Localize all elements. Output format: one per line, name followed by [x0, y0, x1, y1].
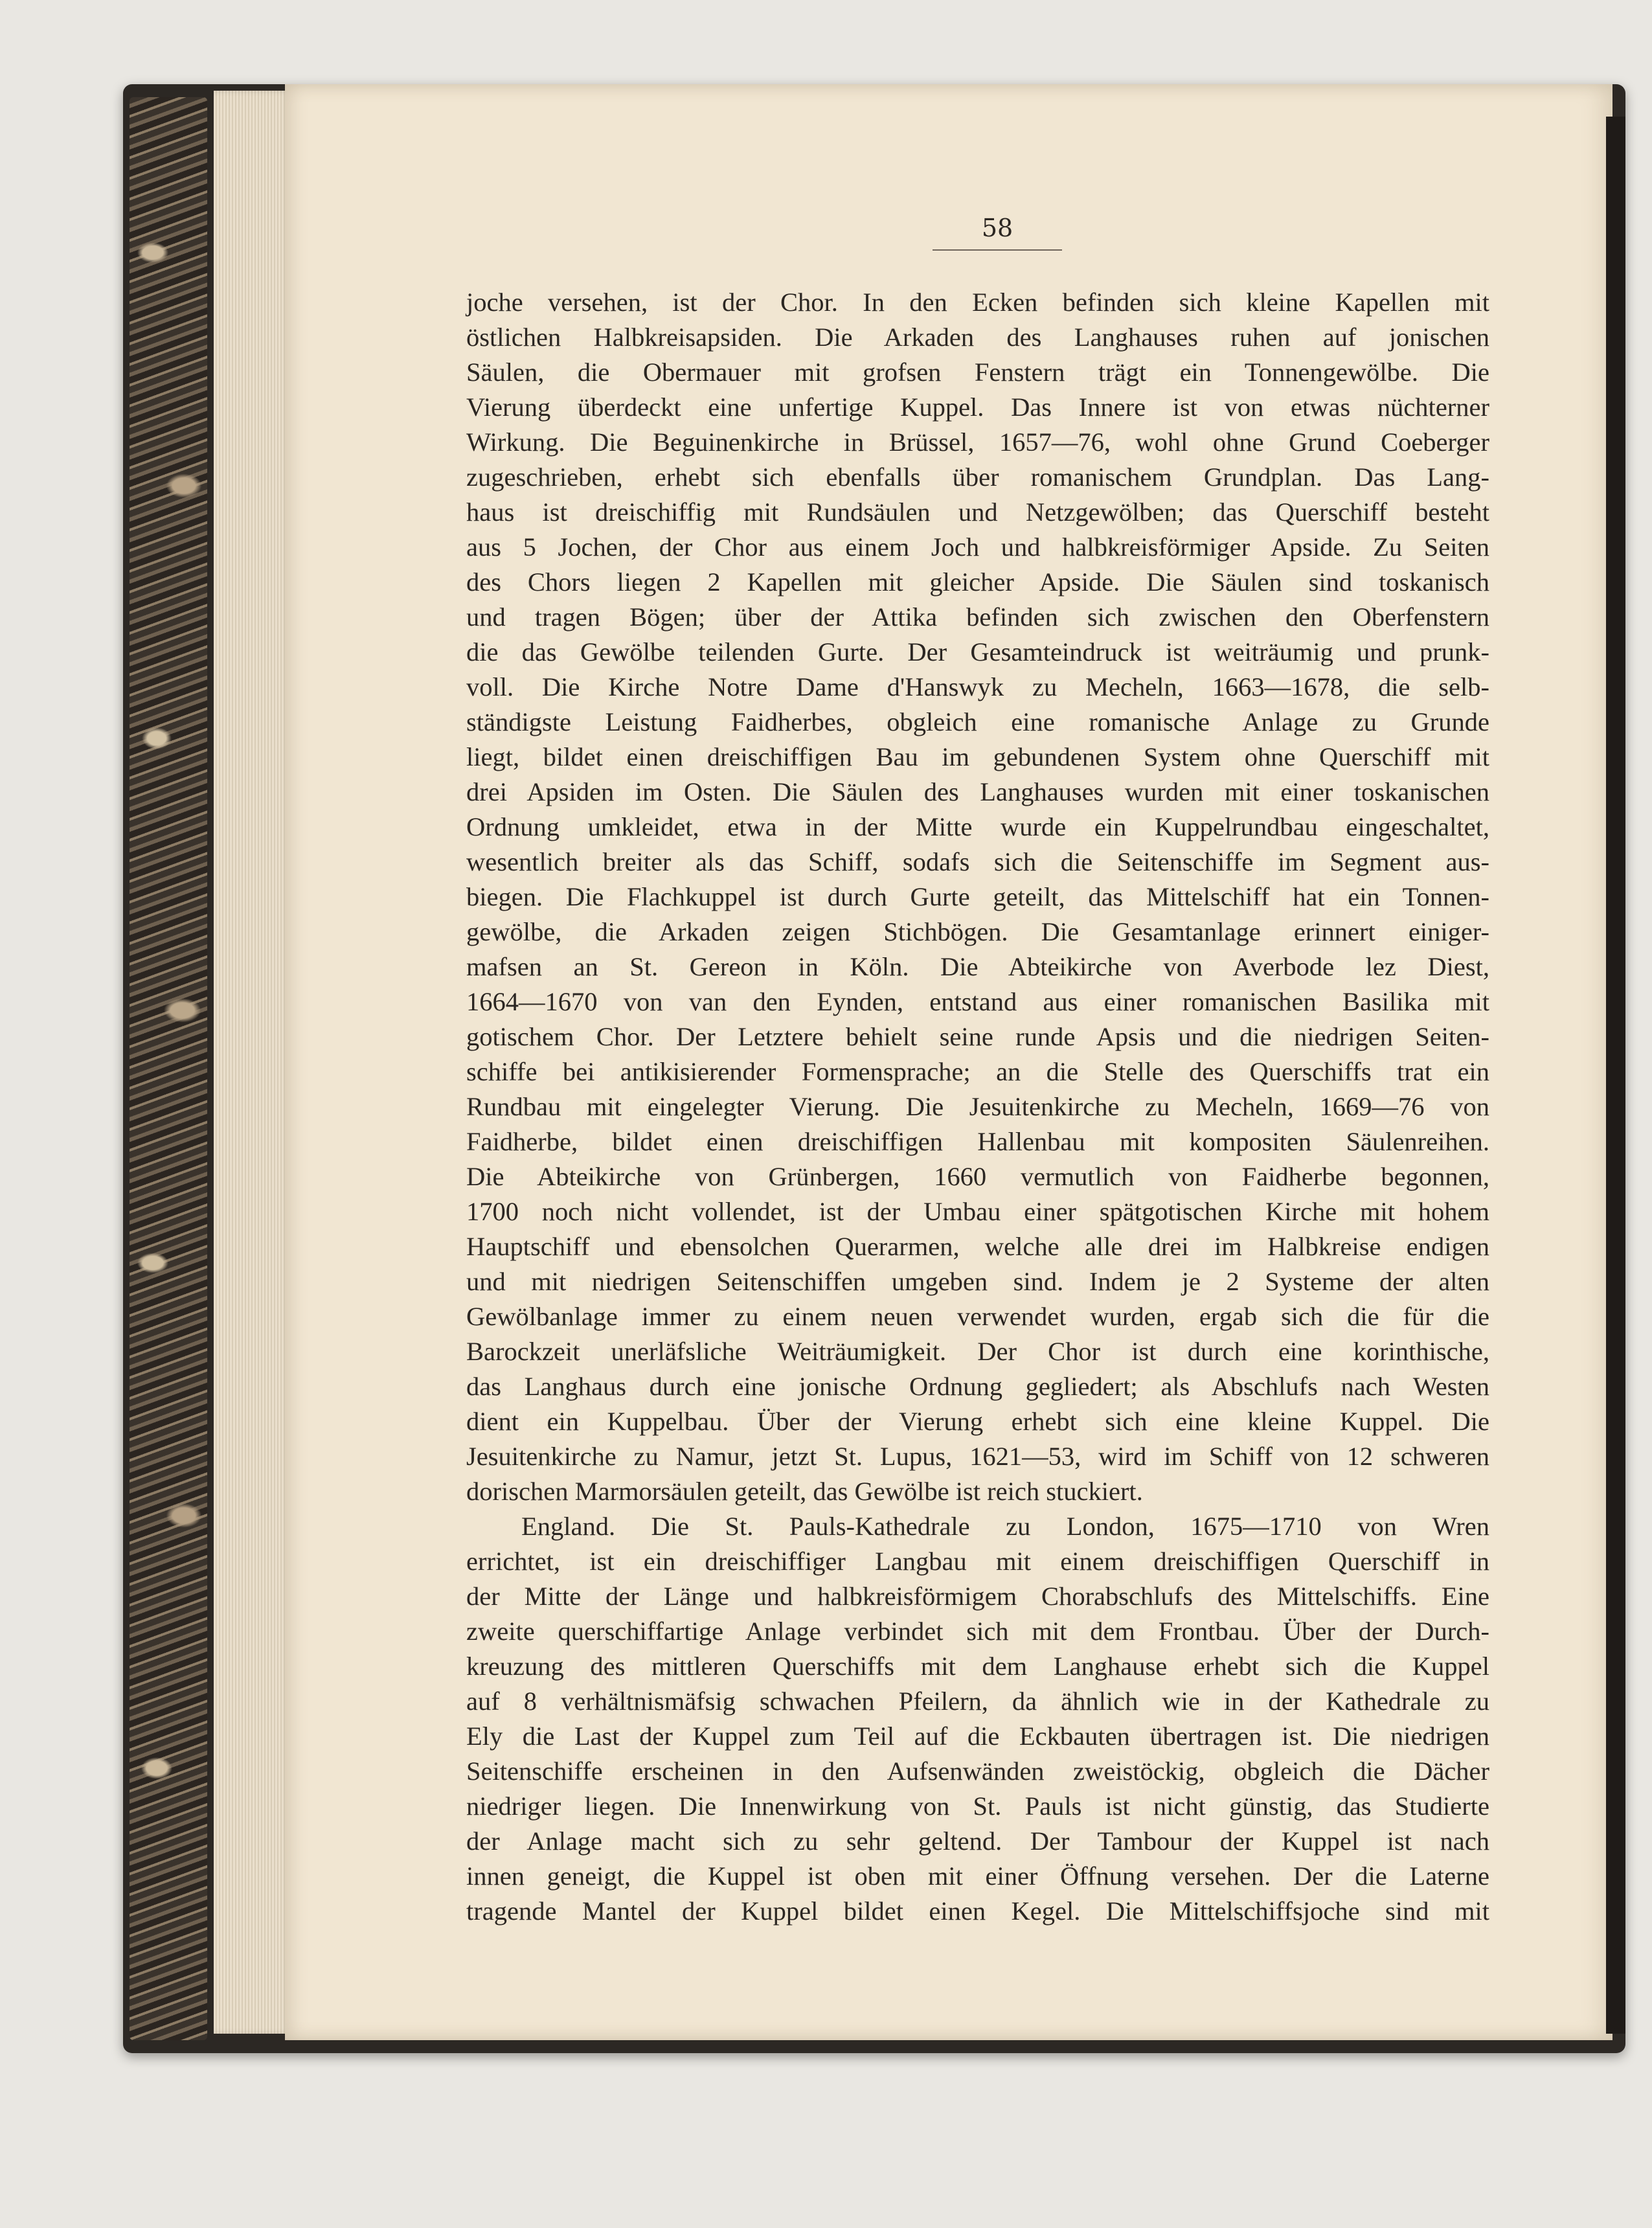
text-line: der Mitte der Länge und halbkreisförmigem Chorabschlufs des Mittelschiffs. Eine [466, 1582, 1489, 1611]
text-line: tragende Mantel der Kuppel bildet einen Kegel. Die Mittelschiffsjoche sind mit [466, 1896, 1489, 1926]
text-line: Barockzeit unerläfsliche Weiträumigkeit. Der Chor ist durch eine korinthische, [466, 1337, 1489, 1366]
text-line: 1664—1670 von van den Eynden, entstand aus einer romanischen Basilika mit [466, 987, 1489, 1016]
text-line: und tragen Bögen; über der Attika befinden sich zwischen den Oberfenstern [466, 602, 1489, 631]
right-cover-edge [1606, 117, 1625, 2034]
text-line: das Langhaus durch eine jonische Ordnung gegliedert; als Abschlufs nach Westen [466, 1372, 1489, 1401]
text-line: gotischem Chor. Der Letztere behielt seine runde Apsis und die niedrigen Seiten- [466, 1022, 1489, 1051]
text-line: dorischen Marmorsäulen geteilt, das Gewölbe ist reich stuckiert. [466, 1477, 1143, 1506]
body-text [466, 285, 1489, 1929]
text-line: zugeschrieben, erhebt sich ebenfalls über romanischem Grundplan. Das Lang- [466, 462, 1489, 492]
text-line: mafsen an St. Gereon in Köln. Die Abteikirche von Averbode lez Diest, [466, 952, 1489, 981]
text-line: gewölbe, die Arkaden zeigen Stichbögen. Die Gesamtanlage erinnert einiger- [466, 917, 1489, 946]
text-line: schiffe bei antikisierender Formensprache; an die Stelle des Querschiffs trat ein [466, 1057, 1489, 1086]
text-line: dient ein Kuppelbau. Über der Vierung erhebt sich eine kleine Kuppel. Die [466, 1407, 1489, 1436]
text-line: die das Gewölbe teilenden Gurte. Der Gesamteindruck ist weiträumig und prunk- [466, 637, 1489, 666]
text-line: niedriger liegen. Die Innenwirkung von St. Pauls ist nicht günstig, das Studierte [466, 1791, 1489, 1821]
text-line: zweite querschiffartige Anlage verbindet sich mit dem Frontbau. Über der Durch- [466, 1617, 1489, 1646]
page-number: 58 [981, 214, 1013, 242]
page-number-rule [933, 249, 1062, 251]
text-line: drei Apsiden im Osten. Die Säulen des Langhauses wurden mit einer toskanischen [466, 777, 1489, 806]
text-line: des Chors liegen 2 Kapellen mit gleicher Apside. Die Säulen sind toskanisch [466, 567, 1489, 597]
text-line: Ely die Last der Kuppel zum Teil auf die Eckbauten übertragen ist. Die niedrigen [466, 1722, 1489, 1751]
text-line: Rundbau mit eingelegter Vierung. Die Jesuitenkirche zu Mecheln, 1669—76 von [466, 1092, 1489, 1121]
text-line: Ordnung umkleidet, etwa in der Mitte wurde ein Kuppelrundbau eingeschaltet, [466, 812, 1489, 841]
text-line: Gewölbanlage immer zu einem neuen verwendet wurden, ergab sich die für die [466, 1302, 1489, 1331]
text-line: Säulen, die Obermauer mit grofsen Fenstern trägt ein Tonnengewölbe. Die [466, 358, 1489, 387]
text-line: der Anlage macht sich zu sehr geltend. Der Tambour der Kuppel ist nach [466, 1826, 1489, 1856]
text-line: 1700 noch nicht vollendet, ist der Umbau einer spätgotischen Kirche mit hohem [466, 1197, 1489, 1226]
marbled-book-edge [130, 97, 207, 2040]
text-line: östlichen Halbkreisapsiden. Die Arkaden des Langhauses ruhen auf jonischen [466, 323, 1489, 352]
text-line: biegen. Die Flachkuppel ist durch Gurte geteilt, das Mittelschiff hat ein Tonnen- [466, 882, 1489, 911]
text-line: haus ist dreischiffig mit Rundsäulen und Netzgewölben; das Querschiff besteht [466, 497, 1489, 527]
text-line: Hauptschiff und ebensolchen Querarmen, welche alle drei im Halbkreise endigen [466, 1232, 1489, 1261]
text-line: England. Die St. Pauls-Kathedrale zu London, 1675—1710 von Wren [521, 1512, 1489, 1541]
text-line: ständigste Leistung Faidherbes, obgleich eine romanische Anlage zu Grunde [466, 707, 1489, 736]
text-line: joche versehen, ist der Chor. In den Ecken befinden sich kleine Kapellen mit [466, 288, 1489, 317]
text-line: Jesuitenkirche zu Namur, jetzt St. Lupus, 1621—53, wird im Schiff von 12 schweren [466, 1442, 1489, 1471]
text-line: Wirkung. Die Beguinenkirche in Brüssel, 1657—76, wohl ohne Grund Coeberger [466, 427, 1489, 457]
text-line: wesentlich breiter als das Schiff, sodafs sich die Seitenschiffe im Segment aus- [466, 847, 1489, 876]
text-line: auf 8 verhältnismäfsig schwachen Pfeilern, da ähnlich wie in der Kathedrale zu [466, 1687, 1489, 1716]
text-line: Seitenschiffe erscheinen in den Aufsenwänden zweistöckig, obgleich die Dächer [466, 1756, 1489, 1786]
text-line: Vierung überdeckt eine unfertige Kuppel. Das Innere ist von etwas nüchterner [466, 392, 1489, 422]
text-line: Die Abteikirche von Grünbergen, 1660 vermutlich von Faidherbe begonnen, [466, 1162, 1489, 1191]
text-line: liegt, bildet einen dreischiffigen Bau im gebundenen System ohne Querschiff mit [466, 742, 1489, 771]
text-line: errichtet, ist ein dreischiffiger Langbau mit einem dreischiffigen Querschiff in [466, 1547, 1489, 1576]
text-line: innen geneigt, die Kuppel ist oben mit einer Öffnung versehen. Der die Laterne [466, 1861, 1489, 1891]
text-line: kreuzung des mittleren Querschiffs mit dem Langhause erhebt sich die Kuppel [466, 1652, 1489, 1681]
page-stack-edge [214, 91, 291, 2034]
text-line: Faidherbe, bildet einen dreischiffigen Hallenbau mit kompositen Säulenreihen. [466, 1127, 1489, 1156]
text-line: voll. Die Kirche Notre Dame d'Hanswyk zu Mecheln, 1663—1678, die selb- [466, 672, 1489, 701]
text-line: aus 5 Jochen, der Chor aus einem Joch und halbkreisförmiger Apside. Zu Seiten [466, 532, 1489, 562]
text-line: und mit niedrigen Seitenschiffen umgeben sind. Indem je 2 Systeme der alten [466, 1267, 1489, 1296]
